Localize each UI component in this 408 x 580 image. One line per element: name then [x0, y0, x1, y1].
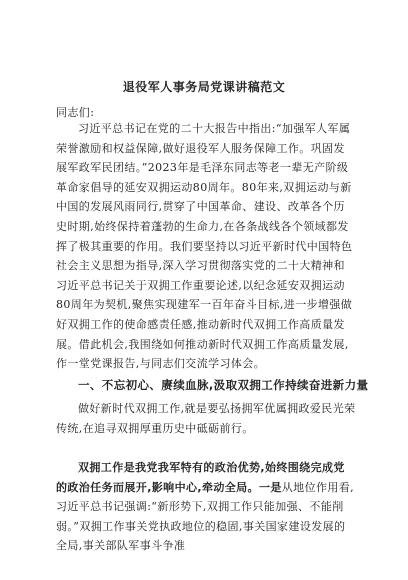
document-title: 退役军人事务局党课讲稿范文: [122, 80, 286, 94]
paragraph-3: [56, 458, 356, 556]
paragraph-1: 习近平总书记在党的二十大报告中指出:“加强军人军属荣誉激励和权益保障,做好退役军人服务保障工作。巩固发展军政军民团结。”2023年是毛泽东同志等老一辈无产阶级革命家倡导的延安双拥运动80周年。80年来,双拥运动与新中国的发展风雨同行,贯穿了中国革命、建设、改革各个历史时期,始终保持着蓬勃的生命力,在各条战线各个领域都发挥了极其重要的作用。我们要坚持以习近平新时代中国特色社会主义思想为指导,深入学习贯彻落实党的二十大精神和习近平总书记关于双拥工作重要论述,以纪念延安双拥运动80周年为契机,聚焦实现建军一百年奋斗目标,进一步增强做好双拥工作的使命感责任感,推动新时代双拥工作高质量发展。借此机会,我围绕如何推动新时代双拥工作高质量发展,作一堂党课报告,与同志们交流学习体会。: [56, 122, 353, 371]
paragraph-3-bold-lead: 双拥工作是我党我军特有的政治优势,始终围绕完成党的政治任务而展开,影响中心,牵动全局。: [56, 461, 345, 494]
salutation: 同志们:: [56, 106, 95, 119]
paragraph-2: 做好新时代双拥工作,就是要弘扬拥军优属拥政爱民光荣传统,在追寻双拥厚重历史中砥砺前行。: [56, 402, 356, 435]
paragraph-3-text: 从地位作用看,习近平总书记强调:“新形势下,双拥工作只能加强、不能削弱。”双拥工作事关党执政地位的稳固,事关国家建设发展的全局,事关部队军事斗争准: [56, 480, 355, 553]
paragraph-3-bold-marker: 一是: [258, 480, 282, 494]
section-heading-1: 一、不忘初心、赓续血脉,汲取双拥工作持续奋进新力量: [78, 378, 369, 392]
